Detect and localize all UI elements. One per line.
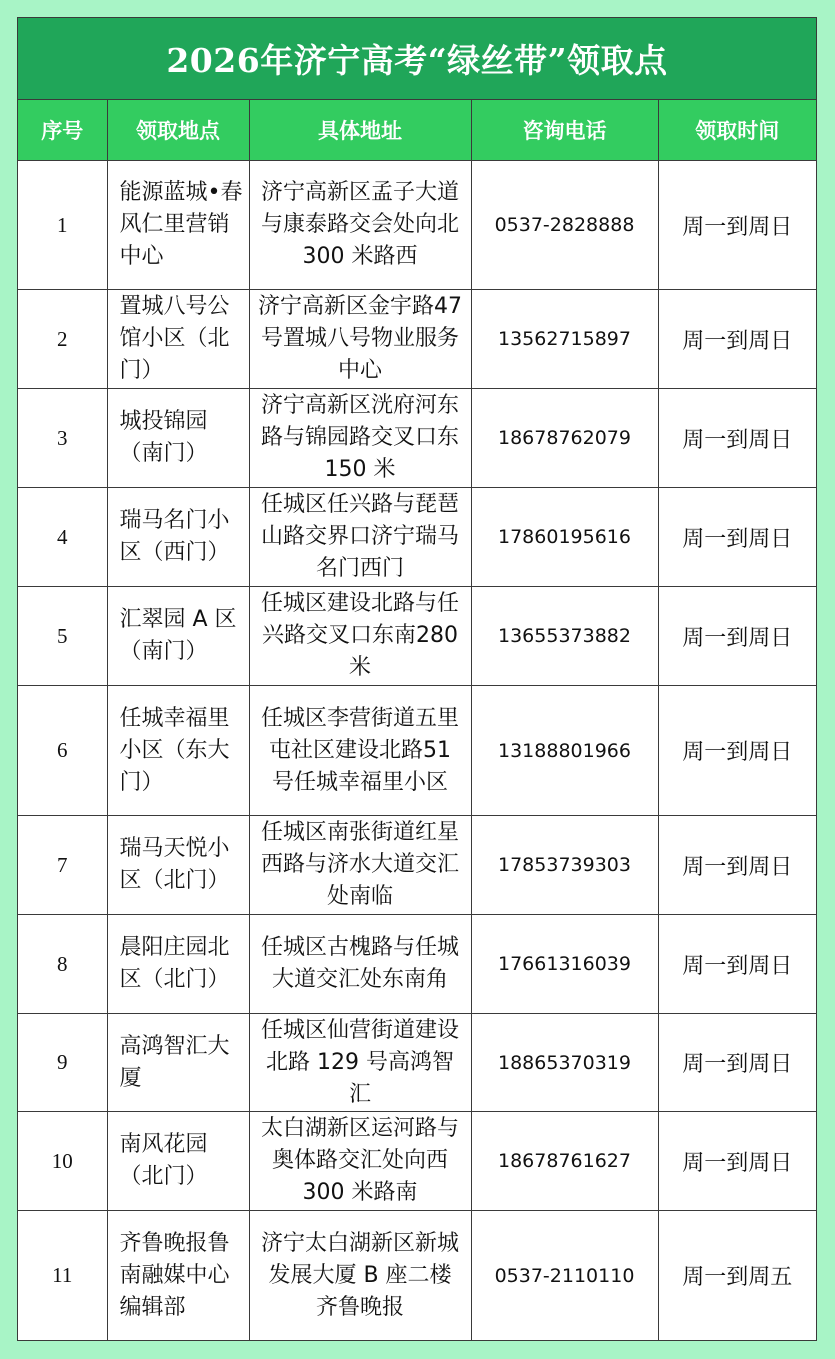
cell-location: 高鸿智汇大厦 — [107, 1014, 249, 1112]
cell-location: 能源蓝城•春风仁里营销中心 — [107, 161, 249, 290]
cell-address: 任城区仙营街道建设北路 129 号高鸿智汇 — [249, 1014, 471, 1112]
cell-time: 周一到周日 — [658, 161, 816, 290]
cell-phone: 17860195616 — [471, 488, 658, 587]
cell-address: 任城区建设北路与任兴路交叉口东南280 米 — [249, 587, 471, 686]
cell-phone: 13562715897 — [471, 290, 658, 389]
cell-phone: 17661316039 — [471, 915, 658, 1014]
table-row — [18, 915, 816, 1014]
table-row — [18, 389, 816, 488]
table-row — [18, 1112, 816, 1211]
cell-index: 6 — [18, 686, 107, 816]
cell-location: 城投锦园（南门） — [107, 389, 249, 488]
cell-phone: 18678762079 — [471, 389, 658, 488]
cell-address: 济宁高新区洸府河东路与锦园路交叉口东 150 米 — [249, 389, 471, 488]
cell-time: 周一到周日 — [658, 915, 816, 1014]
cell-time: 周一到周日 — [658, 1112, 816, 1211]
cell-index: 8 — [18, 915, 107, 1014]
cell-time: 周一到周日 — [658, 1014, 816, 1112]
cell-time: 周一到周日 — [658, 686, 816, 816]
cell-location: 瑞马名门小区（西门） — [107, 488, 249, 587]
cell-address: 济宁高新区金宇路47 号置城八号物业服务中心 — [249, 290, 471, 389]
cell-index: 4 — [18, 488, 107, 587]
cell-address: 任城区李营街道五里屯社区建设北路51 号任城幸福里小区 — [249, 686, 471, 816]
cell-phone: 17853739303 — [471, 816, 658, 915]
cell-time: 周一到周日 — [658, 488, 816, 587]
cell-time: 周一到周日 — [658, 587, 816, 686]
cell-address: 济宁太白湖新区新城发展大厦 B 座二楼齐鲁晚报 — [249, 1211, 471, 1341]
table-row — [18, 587, 816, 686]
header-time: 领取时间 — [658, 100, 816, 161]
cell-location: 南风花园（北门） — [107, 1112, 249, 1211]
cell-time: 周一到周日 — [658, 290, 816, 389]
cell-location: 置城八号公馆小区（北门） — [107, 290, 249, 389]
cell-phone: 13188801966 — [471, 686, 658, 816]
cell-address: 济宁高新区孟子大道与康泰路交会处向北 300 米路西 — [249, 161, 471, 290]
table-row — [18, 816, 816, 915]
cell-location: 瑞马天悦小区（北门） — [107, 816, 249, 915]
cell-phone: 18678761627 — [471, 1112, 658, 1211]
pickup-points-table — [18, 100, 816, 1341]
cell-index: 7 — [18, 816, 107, 915]
cell-index: 1 — [18, 161, 107, 290]
cell-phone: 0537-2110110 — [471, 1211, 658, 1341]
cell-index: 11 — [18, 1211, 107, 1341]
cell-index: 10 — [18, 1112, 107, 1211]
table-header-row — [18, 100, 816, 161]
table-row — [18, 161, 816, 290]
cell-address: 太白湖新区运河路与奥体路交汇处向西 300 米路南 — [249, 1112, 471, 1211]
cell-address: 任城区任兴路与琵琶山路交界口济宁瑞马名门西门 — [249, 488, 471, 587]
header-phone: 咨询电话 — [471, 100, 658, 161]
cell-phone: 18865370319 — [471, 1014, 658, 1112]
page-title: 2026年济宁高考“绿丝带”领取点 — [166, 41, 668, 80]
cell-index: 9 — [18, 1014, 107, 1112]
cell-phone: 13655373882 — [471, 587, 658, 686]
cell-time: 周一到周日 — [658, 389, 816, 488]
cell-address: 任城区古槐路与任城大道交汇处东南角 — [249, 915, 471, 1014]
table-row — [18, 1014, 816, 1112]
cell-phone: 0537-2828888 — [471, 161, 658, 290]
cell-location: 汇翠园 A 区（南门） — [107, 587, 249, 686]
cell-index: 5 — [18, 587, 107, 686]
table-row — [18, 488, 816, 587]
cell-address: 任城区南张街道红星西路与济水大道交汇处南临 — [249, 816, 471, 915]
header-address: 具体地址 — [249, 100, 471, 161]
table-row — [18, 1211, 816, 1341]
header-index: 序号 — [18, 100, 107, 161]
cell-time: 周一到周日 — [658, 816, 816, 915]
cell-index: 2 — [18, 290, 107, 389]
table-row — [18, 686, 816, 816]
pickup-points-sheet — [17, 17, 817, 1341]
cell-location: 晨阳庄园北区（北门） — [107, 915, 249, 1014]
header-location: 领取地点 — [107, 100, 249, 161]
table-row — [18, 290, 816, 389]
cell-location: 任城幸福里小区（东大门） — [107, 686, 249, 816]
cell-location: 齐鲁晚报鲁南融媒中心编辑部 — [107, 1211, 249, 1341]
cell-index: 3 — [18, 389, 107, 488]
cell-time: 周一到周五 — [658, 1211, 816, 1341]
title-banner — [18, 18, 816, 100]
